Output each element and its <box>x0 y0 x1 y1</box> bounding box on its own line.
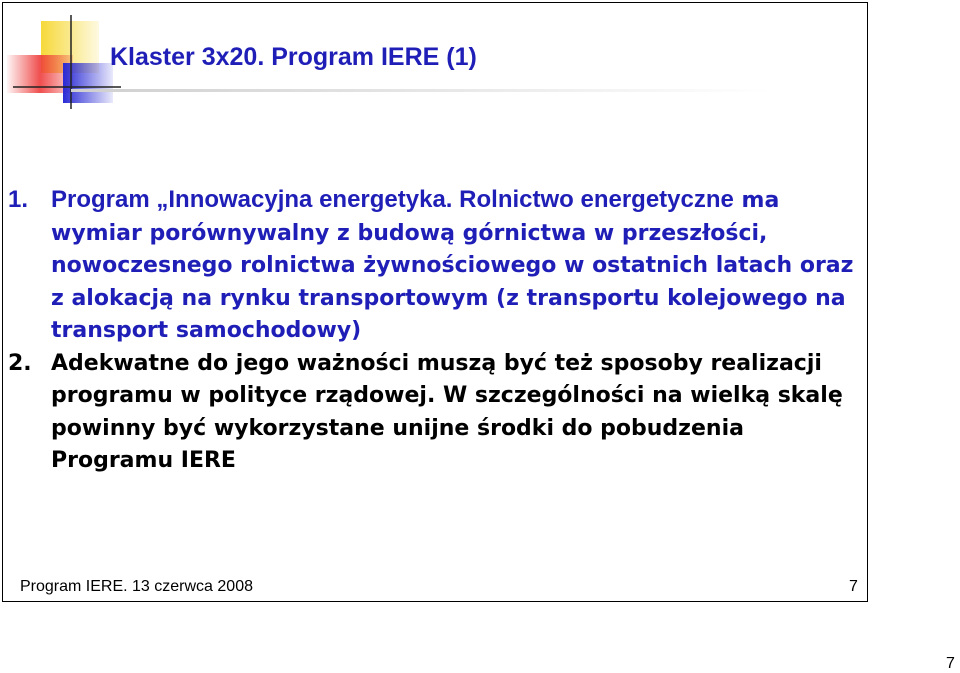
item-text-part: ma wymiar porównywalny z budową górnictwa w przeszłości, nowoczesnego rolnictwa żywnościowego w ostatnich latach oraz z alokacją na rynku transportowym (z transportu kolejowego na transport samochodowy) <box>51 188 854 343</box>
list-item <box>8 184 858 348</box>
item-text: Adekwatne do jego ważności muszą być też sposoby realizacji programu w polityce rządowej. W szczególności na wielką skalę powinny być wykorzystane unijne środki do pobudzenia Programu IERE <box>51 350 843 473</box>
list-item <box>8 348 858 478</box>
footer-text: Program IERE. 13 czerwca 2008 <box>20 578 253 595</box>
list-number: 2. <box>8 350 32 376</box>
slide-title: Klaster 3x20. Program IERE (1) <box>110 43 477 71</box>
slide <box>2 2 868 602</box>
item-text-part: Rolnictwo energetyczne <box>452 186 734 213</box>
page-number: 7 <box>946 655 955 672</box>
slide-content <box>8 184 858 478</box>
item-lead-text: Program „Innowacyjna energetyka. <box>51 186 453 213</box>
slide-number: 7 <box>849 578 858 595</box>
list-number: 1. <box>8 186 29 213</box>
title-divider <box>71 89 771 92</box>
